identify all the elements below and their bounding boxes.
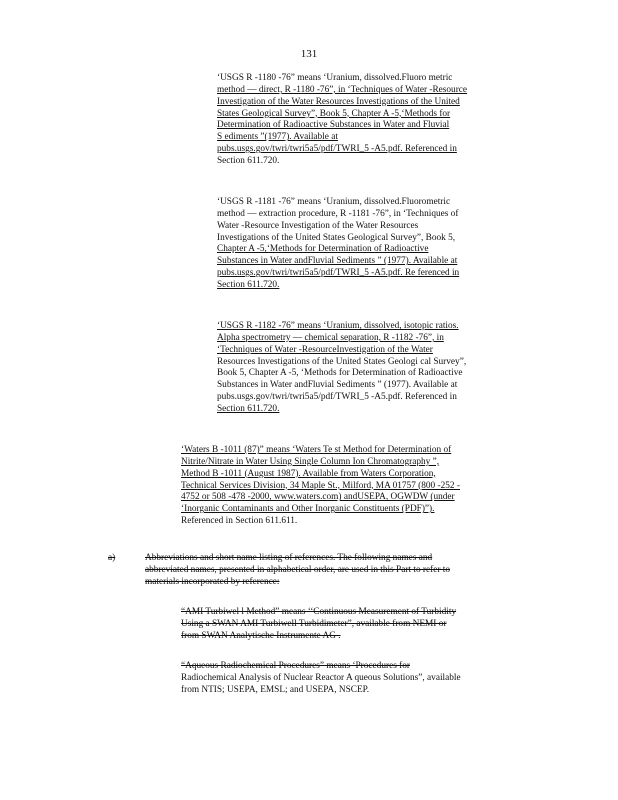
- text-line: pubs.usgs.gov/twri/twri5a5/pdf/TWRI_5 -A5.pdf. Referenced in: [217, 392, 457, 403]
- text-line: Resources Investigations of the United States Geologi cal Survey”,: [217, 356, 467, 367]
- text-line: Book 5, Chapter A -5, ‘Methods for Determination of Radioactive: [217, 368, 463, 379]
- text-line: method — direct, R -1180 -76”, in ‘Techniques of Water -Resource: [217, 84, 468, 95]
- text-line: Referenced in Section 611.611.: [181, 516, 298, 527]
- text-line: ‘Waters B -1011 (87)” means ‘Waters Te st Method for Determination of: [181, 445, 452, 455]
- text-line: ‘Techniques of Water -ResourceInvestigation of the Water: [217, 344, 433, 355]
- text-line: Radiochemical Analysis of Nuclear Reactor A queous Solutions”, available: [181, 672, 461, 683]
- text-line: method — extraction procedure, R -1181 -76”, in ‘Techniques of: [217, 208, 459, 219]
- text-line: 4752 or 508 -478 -2000, www.waters.com) andUSEPA, OGWDW (under: [181, 492, 455, 503]
- text-line: Section 611.720.: [217, 155, 280, 166]
- aqueous-radiochemical-definition: [181, 661, 530, 697]
- text-line: ‘Inorganic Contaminants and Other Inorganic Constituents (PDF)”).: [181, 504, 435, 515]
- text-line: pubs.usgs.gov/twri/twri5a5/pdf/TWRI_5 -A5.pdf. Re ferenced in: [217, 268, 460, 279]
- text-line: ‘USGS R -1182 -76” means ‘Uranium, dissolved, isotopic ratios.: [217, 321, 459, 331]
- text-line: “Aqueous Radiochemical Procedures” means ‘Procedures for: [181, 661, 410, 671]
- ami-turbiwell-definition: [181, 607, 530, 643]
- text-line: Technical Services Division, 34 Maple St., Milford, MA 01757 (800 -252 -: [181, 480, 460, 491]
- text-line: States Geological Survey”, Book 5, Chapter A -5,‘Methods for: [217, 108, 451, 119]
- subsection-marker: a): [108, 553, 116, 563]
- page-number: 131: [300, 48, 318, 60]
- text-line: Determination of Radioactive Substances in Water and Fluvial: [217, 120, 450, 131]
- text-line: Abbreviations and short name listing of references. The following names and: [145, 553, 433, 563]
- text-line: pubs.usgs.gov/twri/twri5a5/pdf/TWRI_5 -A5.pdf. Referenced in: [217, 144, 457, 155]
- text-line: ‘USGS R -1181 -76” means ‘Uranium, dissolved.Fluorometric: [217, 197, 451, 207]
- waters-b-1011-definition: [181, 445, 530, 528]
- text-line: Substances in Water andFluvial Sediments ” (1977). Available at: [217, 256, 458, 267]
- text-line: ‘USGS R -1180 -76” means ‘Uranium, dissolved.Fluoro metric: [217, 73, 453, 83]
- text-line: Using a SWAN AMI Turbiwell Turbidimeter”, available from NEMI or: [181, 618, 447, 629]
- text-line: Investigations of the United States Geological Survey”, Book 5,: [217, 232, 456, 243]
- text-line: Nitrite/Nitrate in Water Using Single Column Ion Chromatography ”,: [181, 456, 440, 467]
- text-line: materials incorporated by reference:: [145, 576, 280, 587]
- text-line: “AMI Turbiwel l Method” means ‘‘Continuous Measurement of Turbidity: [181, 607, 457, 617]
- text-line: Substances in Water andFluvial Sediments ” (1977). Available at: [217, 380, 458, 391]
- usgs-r-1182-76-definition: [217, 321, 529, 416]
- text-line: S ediments ”(1977). Available at: [217, 132, 338, 143]
- text-line: Alpha spectrometry — chemical separation, R -1182 -76”, in: [217, 332, 444, 343]
- usgs-r-1181-76-definition: [217, 197, 529, 292]
- text-line: abbreviated names, presented in alphabetical order, are used in this Part to refer to: [145, 564, 451, 575]
- text-line: Section 611.720.: [217, 279, 280, 290]
- text-line: Section 611.720.: [217, 403, 280, 414]
- usgs-r-1180-76-definition: [217, 73, 529, 168]
- text-line: Water -Resource Investigation of the Water Resources: [217, 220, 419, 231]
- text-line: Chapter A -5,‘Methods for Determination of Radioactive: [217, 244, 429, 255]
- text-line: Method B -1011 (August 1987). Available from Waters Corporation,: [181, 468, 436, 479]
- text-line: from SWAN Analytische Instrumente AG .: [181, 630, 341, 641]
- text-line: Investigation of the Water Resources Investigations of the United: [217, 96, 460, 107]
- abbreviations-paragraph: [145, 553, 541, 589]
- text-line: from NTIS; USEPA, EMSL; and USEPA, NSCEP.: [181, 684, 370, 695]
